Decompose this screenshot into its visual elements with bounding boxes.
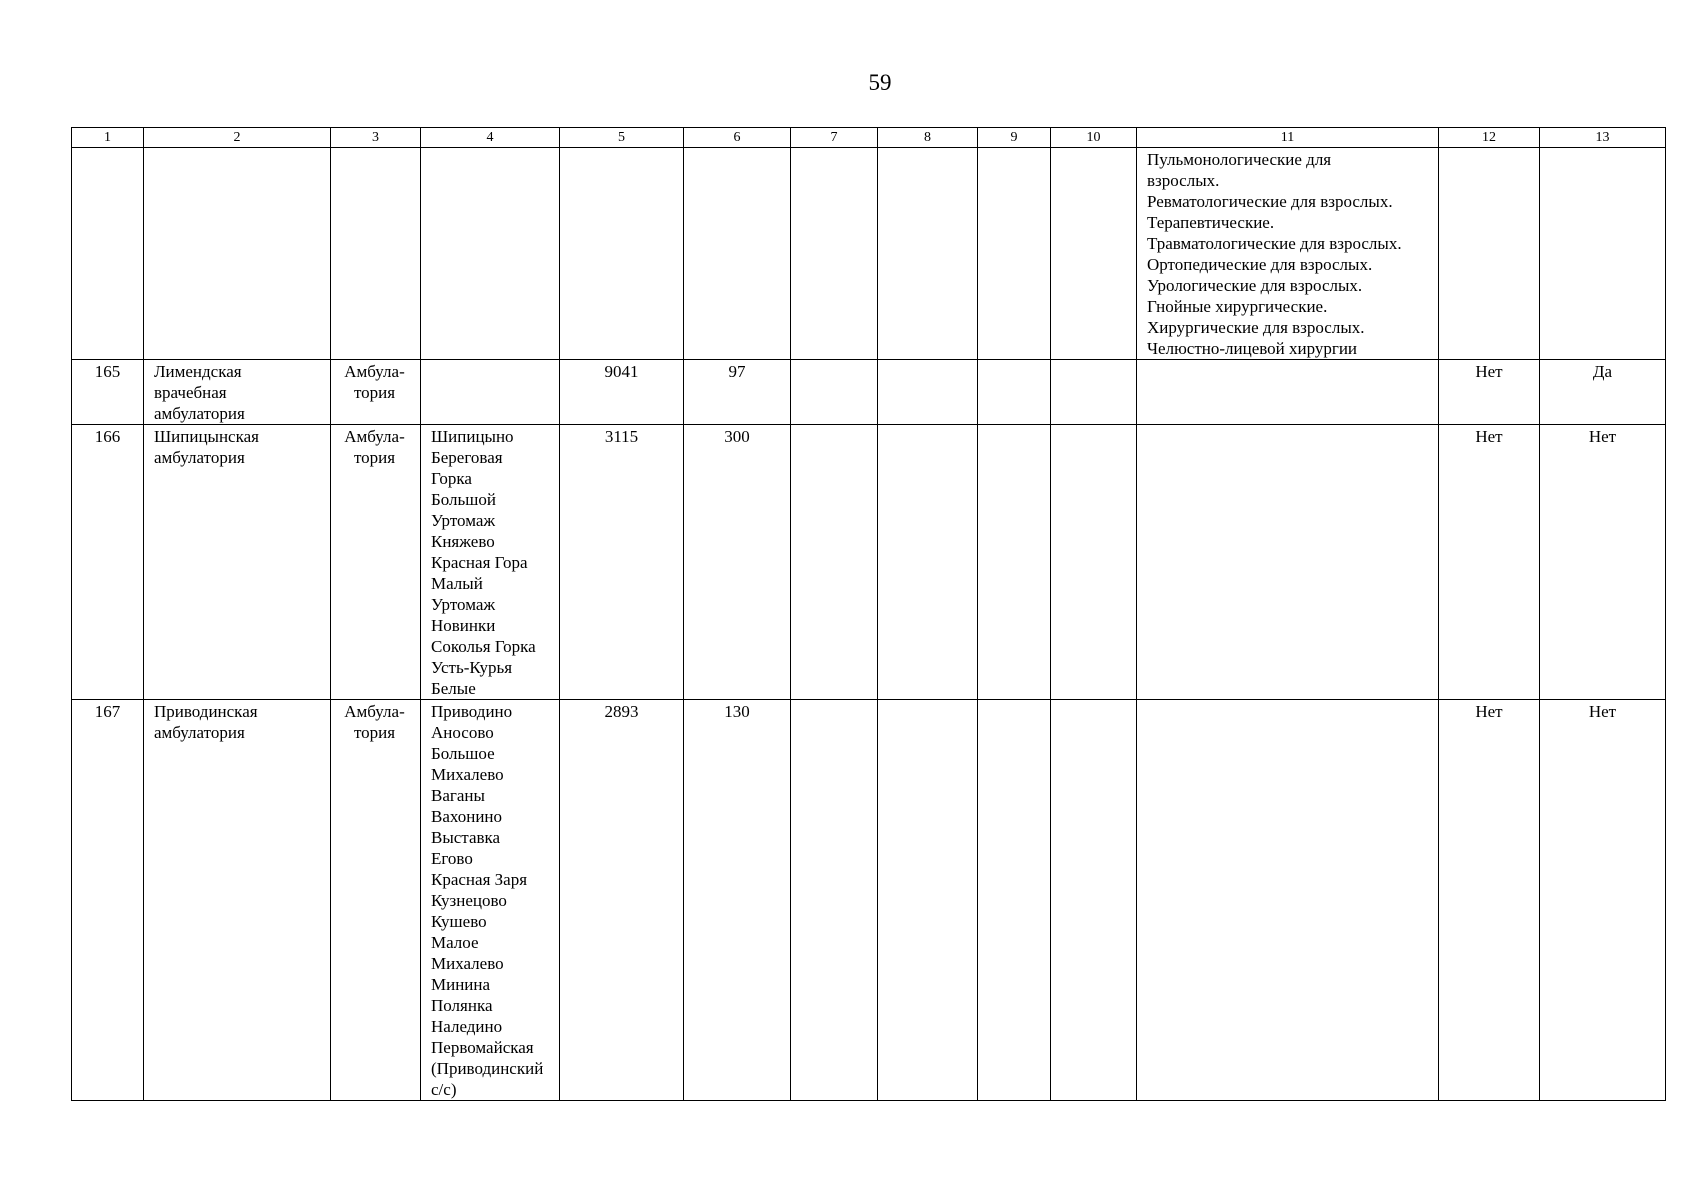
cell-col11 — [1137, 425, 1439, 700]
cell-settlements — [421, 360, 560, 425]
col8-value — [878, 425, 977, 426]
cell-name — [144, 425, 331, 700]
settlements-list: Шипицыно Береговая Горка Большой Уртомаж Княжево Красная Гора Малый Уртомаж Новинки Соколья Горка Усть-Курья Белые — [431, 427, 536, 698]
profiles-list: Пульмонологические для взрослых. Ревматологические для взрослых. Терапевтические. Травматологические для взрослых. Ортопедические для взрослых. Урологические для взрослых. Гнойные хирургические. Хирургические для взрослых. Челюстно-лицевой хирургии — [1147, 150, 1402, 358]
cell-col5 — [560, 360, 684, 425]
cell-settlements — [421, 700, 560, 1101]
row-number: 165 — [94, 362, 121, 381]
cell-empty — [560, 148, 684, 360]
cell-col5 — [560, 425, 684, 700]
cell-col12 — [1439, 425, 1540, 700]
cell-empty — [1439, 148, 1540, 360]
cell-col9 — [978, 700, 1051, 1101]
cell-empty — [1051, 148, 1137, 360]
cell-col12 — [1439, 700, 1540, 1101]
page-number: 59 — [868, 70, 892, 95]
col5-value: 3115 — [604, 427, 639, 446]
cell-name — [144, 360, 331, 425]
cell-col6 — [684, 700, 791, 1101]
cell-col7 — [791, 700, 878, 1101]
column-header-3: 3 — [331, 128, 421, 148]
cell-col6 — [684, 360, 791, 425]
cell-col13 — [1540, 360, 1666, 425]
col8-value — [878, 360, 977, 361]
col11-value — [1137, 700, 1438, 701]
col9-value — [978, 360, 1050, 361]
cell-col13 — [1540, 425, 1666, 700]
column-header-9: 9 — [978, 128, 1051, 148]
col11-value — [1137, 360, 1438, 361]
cell-type — [331, 700, 421, 1101]
cell-type — [331, 360, 421, 425]
col6-value: 97 — [728, 362, 746, 381]
col7-value — [791, 360, 877, 361]
cell-empty — [72, 148, 144, 360]
cell-col8 — [878, 360, 978, 425]
col13-value: Да — [1592, 362, 1613, 381]
col6-value: 130 — [724, 702, 750, 721]
cell-col9 — [978, 360, 1051, 425]
col9-value — [978, 700, 1050, 701]
cell-col13 — [1540, 700, 1666, 1101]
cell-col5 — [560, 700, 684, 1101]
col7-value — [791, 425, 877, 426]
table-header — [72, 128, 1666, 148]
cell-empty — [878, 148, 978, 360]
column-header-1: 1 — [72, 128, 144, 148]
cell-profiles — [1137, 148, 1439, 360]
cell-col7 — [791, 425, 878, 700]
column-header-8: 8 — [878, 128, 978, 148]
facility-type: Амбула- тория — [344, 702, 405, 742]
cell-col9 — [978, 425, 1051, 700]
cell-col6 — [684, 425, 791, 700]
table-row — [72, 700, 1666, 1101]
settlements-list: Приводино Аносово Большое Михалево Ваганы Вахонино Выставка Егово Красная Заря Кузнецово Кушево Малое Михалево Минина Полянка Наледино Первомайская (Приводинский с/с) — [431, 702, 544, 1099]
cell-col12 — [1439, 360, 1540, 425]
column-header-10: 10 — [1051, 128, 1137, 148]
column-header-6: 6 — [684, 128, 791, 148]
cell-col11 — [1137, 360, 1439, 425]
col7-value — [791, 700, 877, 701]
column-header-5: 5 — [560, 128, 684, 148]
column-header-13: 13 — [1540, 128, 1666, 148]
cell-number — [72, 700, 144, 1101]
cell-type — [331, 425, 421, 700]
facility-type: Амбула- тория — [344, 362, 405, 402]
col5-value: 2893 — [604, 702, 639, 721]
row-number: 166 — [94, 427, 121, 446]
col5-value: 9041 — [604, 362, 639, 381]
column-header-12: 12 — [1439, 128, 1540, 148]
cell-empty — [978, 148, 1051, 360]
cell-number — [72, 360, 144, 425]
col10-value — [1051, 360, 1136, 361]
facility-type: Амбула- тория — [344, 427, 405, 467]
facilities-table — [71, 127, 1666, 1101]
column-header-11: 11 — [1137, 128, 1439, 148]
table-row-continuation — [72, 148, 1666, 360]
row-number: 167 — [94, 702, 121, 721]
col13-value: Нет — [1588, 427, 1617, 446]
col10-value — [1051, 700, 1136, 701]
cell-col7 — [791, 360, 878, 425]
table-row — [72, 360, 1666, 425]
cell-empty — [791, 148, 878, 360]
col9-value — [978, 425, 1050, 426]
cell-col8 — [878, 700, 978, 1101]
col12-value: Нет — [1475, 702, 1503, 721]
cell-empty — [144, 148, 331, 360]
facility-name: Лимендская врачебная амбулатория — [154, 362, 245, 423]
cell-empty — [421, 148, 560, 360]
settlements-list — [421, 360, 559, 361]
col10-value — [1051, 425, 1136, 426]
column-header-4: 4 — [421, 128, 560, 148]
col6-value: 300 — [724, 427, 750, 446]
cell-col10 — [1051, 425, 1137, 700]
table-row — [72, 425, 1666, 700]
cell-col11 — [1137, 700, 1439, 1101]
cell-name — [144, 700, 331, 1101]
cell-settlements — [421, 425, 560, 700]
col8-value — [878, 700, 977, 701]
cell-number — [72, 425, 144, 700]
header-row — [72, 128, 1666, 148]
cell-col10 — [1051, 360, 1137, 425]
facility-name: Приводинская амбулатория — [154, 702, 258, 742]
cell-empty — [684, 148, 791, 360]
col13-value: Нет — [1588, 702, 1617, 721]
col11-value — [1137, 425, 1438, 426]
cell-empty — [331, 148, 421, 360]
facility-name: Шипицынская амбулатория — [154, 427, 259, 467]
cell-col10 — [1051, 700, 1137, 1101]
col12-value: Нет — [1475, 362, 1503, 381]
cell-empty — [1540, 148, 1666, 360]
cell-col8 — [878, 425, 978, 700]
col12-value: Нет — [1475, 427, 1503, 446]
column-header-2: 2 — [144, 128, 331, 148]
column-header-7: 7 — [791, 128, 878, 148]
